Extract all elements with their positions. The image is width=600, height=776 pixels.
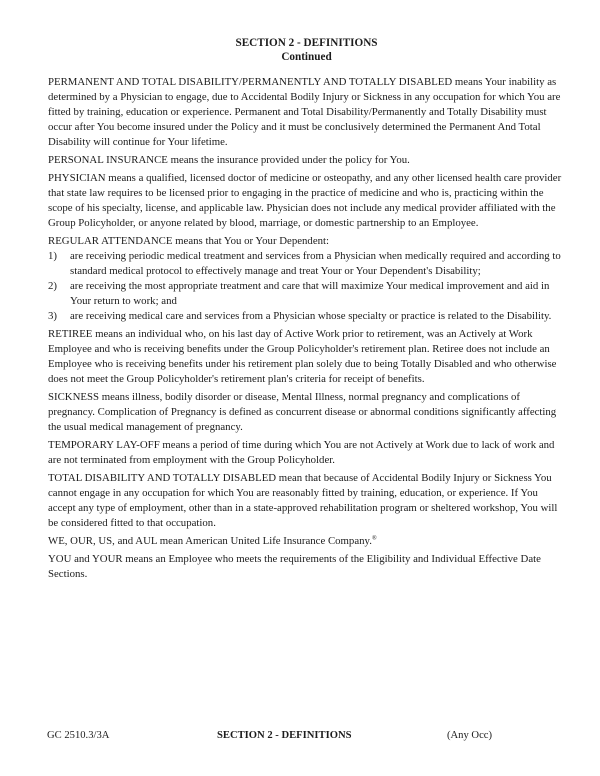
definition-regular-attendance-intro: REGULAR ATTENDANCE means that You or Your Dependent: xyxy=(48,235,330,247)
regular-attendance-list xyxy=(48,249,565,324)
definition-physician: PHYSICIAN means a qualified, licensed doctor of medicine or osteopathy, and any other licensed health care provider that state law requires to be licensed prior to engaging in the practice of medicine and who is, practicing within the scope of his specialty, license, and applicable law. Physician does not include any medical provider affiliated with the Group Policyholder, or anyone related by blood, marriage, or domestic partnership to an Employee. xyxy=(48,172,562,229)
list-item-text: are receiving periodic medical treatment and services from a Physician when medically required and according to standard medical protocol to effectively manage and treat Your or Your Dependent's Disability; xyxy=(70,250,561,277)
list-item-number: 1) xyxy=(48,250,57,262)
list-item-text: are receiving the most appropriate treatment and care that will maximize Your medical improvement and aid in Your return to work; and xyxy=(70,280,550,307)
definition-permanent-total-disability: PERMANENT AND TOTAL DISABILITY/PERMANENTLY AND TOTALLY DISABLED means Your inability as determined by a Physician to engage, due to Accidental Bodily Injury or Sickness in any occupation for which You are fitted by training, education or experience. Permanent and Total Disability/Permanently and Totally Disability must occur after You become insured under the Policy and it must be conclusively determined the Permanent And Total Disability will continue for Your lifetime. xyxy=(48,76,561,148)
definition-personal-insurance: PERSONAL INSURANCE means the insurance provided under the policy for You. xyxy=(48,154,410,166)
footer-form-number: GC 2510.3/3A xyxy=(47,730,110,741)
section-title xyxy=(48,36,565,64)
document-body xyxy=(48,36,565,585)
definition-retiree: RETIREE means an individual who, on his last day of Active Work prior to retirement, was an Actively at Work Employee and who is receiving benefits under the Group Policyholder's retirement plan. Retiree does not include an Employee who is receiving benefits under his retirement plan solely due to being Totally Disabled and who otherwise does not meet the Group Policyholder's retirement plan's criteria for receipt of benefits. xyxy=(48,328,557,385)
list-item xyxy=(48,309,565,324)
definition-sickness: SICKNESS means illness, bodily disorder or disease, Mental Illness, normal pregnancy and complications of pregnancy. Complication of Pregnancy is defined as concurrent disease or abnormal conditions significantly affecting the usual medical management of pregnancy. xyxy=(48,391,557,433)
definition-total-disability: TOTAL DISABILITY AND TOTALLY DISABLED mean that because of Accidental Bodily Injury or Sickness You cannot engage in any occupation for which You are reasonably fitted by training, education, or experience. If You accept any type of employment, other than in a state-approved rehabilitation program or sheltered workshop, You will be considered fitted to that occupation. xyxy=(48,472,558,529)
list-item-number: 3) xyxy=(48,310,57,322)
list-item xyxy=(48,279,565,309)
list-item-number: 2) xyxy=(48,280,57,292)
section-title-line1: SECTION 2 - DEFINITIONS xyxy=(235,37,378,49)
footer-occupation-tag: (Any Occ) xyxy=(447,730,493,741)
page-footer xyxy=(0,729,600,743)
section-title-line2: Continued xyxy=(281,51,332,63)
footer-section-title: SECTION 2 - DEFINITIONS xyxy=(217,730,352,741)
definition-temporary-layoff: TEMPORARY LAY-OFF means a period of time during which You are not Actively at Work due to lack of work and are not terminated from employment with the Group Policyholder. xyxy=(48,439,555,466)
definition-we-our-us-text: WE, OUR, US, and AUL mean American United Life Insurance Company. xyxy=(48,535,372,547)
definition-we-our-us xyxy=(48,534,565,549)
definition-you-your: YOU and YOUR means an Employee who meets the requirements of the Eligibility and Individual Effective Date Sections. xyxy=(48,553,541,580)
list-item-text: are receiving medical care and services from a Physician whose specialty or practice is related to the Disability. xyxy=(70,310,552,322)
list-item xyxy=(48,249,565,279)
registered-trademark-symbol: ® xyxy=(371,534,377,542)
